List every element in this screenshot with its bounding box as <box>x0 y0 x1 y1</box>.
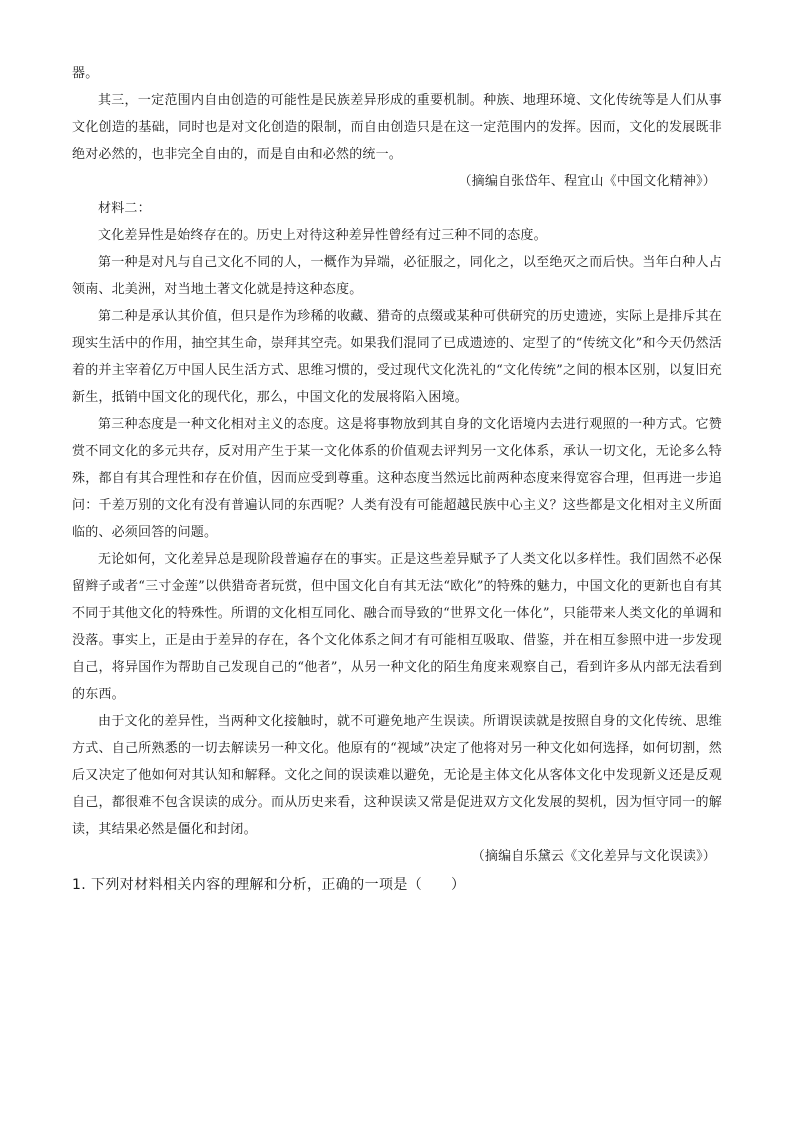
paragraph-misreading: 由于文化的差异性，当两种文化接触时，就不可避免地产生误读。所谓误读就是按照自身的文化传统、思维方式、自己所熟悉的一切去解读另一种文化。他原有的“视域”决定了他将对另一种文化如何选择，如何切割，然后又决定了他如何对其认知和解释。文化之间的误读难以避免，无论是主体文化从客体文化中发现新义还是反观自己，都很难不包含误读的成分。而从历史来看，这种误读又常是促进双方文化发展的契机，因为恒守同一的解读，其结果必然是僵化和封闭。 <box>72 714 722 837</box>
paragraph-intro: 文化差异性是始终存在的。历史上对待这种差异性曾经有过三种不同的态度。 <box>98 228 547 243</box>
reading-passage <box>72 60 722 898</box>
source-citation-1: （摘编自张岱年、程宜山《中国文化精神》） <box>458 174 716 189</box>
paragraph-attitude-three: 第三种态度是一种文化相对主义的态度。这是将事物放到其自身的文化语境内去进行观照的一种方式。它赞赏不同文化的多元共存，反对用产生于某一文化体系的价值观去评判另一文化体系，承认一切文化，无论多么特殊，都自有其合理性和存在价值，因而应受到尊重。这种态度当然远比前两种态度来得宽容合理，但再进一步追问：千差万别的文化有没有普遍认同的东西呢？人类有没有可能超越民族中心主义？这些都是文化相对主义所面临的、必须回答的问题。 <box>72 417 722 540</box>
question-stem: 1. 下列对材料相关内容的理解和分析，正确的一项是（ ） <box>72 877 466 893</box>
source-citation-2: （摘编自乐黛云《文化差异与文化误读》） <box>471 849 716 864</box>
material-two-heading: 材料二： <box>98 201 151 216</box>
paragraph-continuation: 器。 <box>72 66 99 81</box>
paragraph-attitude-one: 第一种是对凡与自己文化不同的人，一概作为异端，必征服之，同化之，以至绝灭之而后快。当年白种人占领南、北美洲，对当地土著文化就是持这种态度。 <box>72 255 722 297</box>
paragraph-diversity: 无论如何，文化差异总是现阶段普遍存在的事实。正是这些差异赋予了人类文化以多样性。我们固然不必保留辫子或者“三寸金莲”以供猎奇者玩赏，但中国文化自有其无法“欧化”的特殊的魅力，中国文化的更新也自有其不同于其他文化的特殊性。所谓的文化相互同化、融合而导致的“世界文化一体化”，只能带来人类文化的单调和没落。事实上，正是由于差异的存在，各个文化体系之间才有可能相互吸取、借鉴，并在相互参照中进一步发现自己，将异国作为帮助自己发现自己的“他者”，从另一种文化的陌生角度来观察自己，看到许多从内部无法看到的东西。 <box>72 552 722 702</box>
paragraph-third-point: 其三，一定范围内自由创造的可能性是民族差异形成的重要机制。种族、地理环境、文化传统等是人们从事文化创造的基础，同时也是对文化创造的限制，而自由创造只是在这一定范围内的发挥。因而，文化的发展既非绝对必然的，也非完全自由的，而是自由和必然的统一。 <box>72 93 722 162</box>
paragraph-attitude-two: 第二种是承认其价值，但只是作为珍稀的收藏、猎奇的点缀或某种可供研究的历史遗迹，实际上是排斥其在现实生活中的作用，抽空其生命，崇拜其空壳。如果我们混同了已成遗迹的、定型了的“传统文化”和今天仍然活着的并主宰着亿万中国人民生活方式、思维习惯的，受过现代文化洗礼的“文化传统”之间的根本区别，以复旧充新生，抵销中国文化的现代化，那么，中国文化的发展将陷入困境。 <box>72 309 722 405</box>
